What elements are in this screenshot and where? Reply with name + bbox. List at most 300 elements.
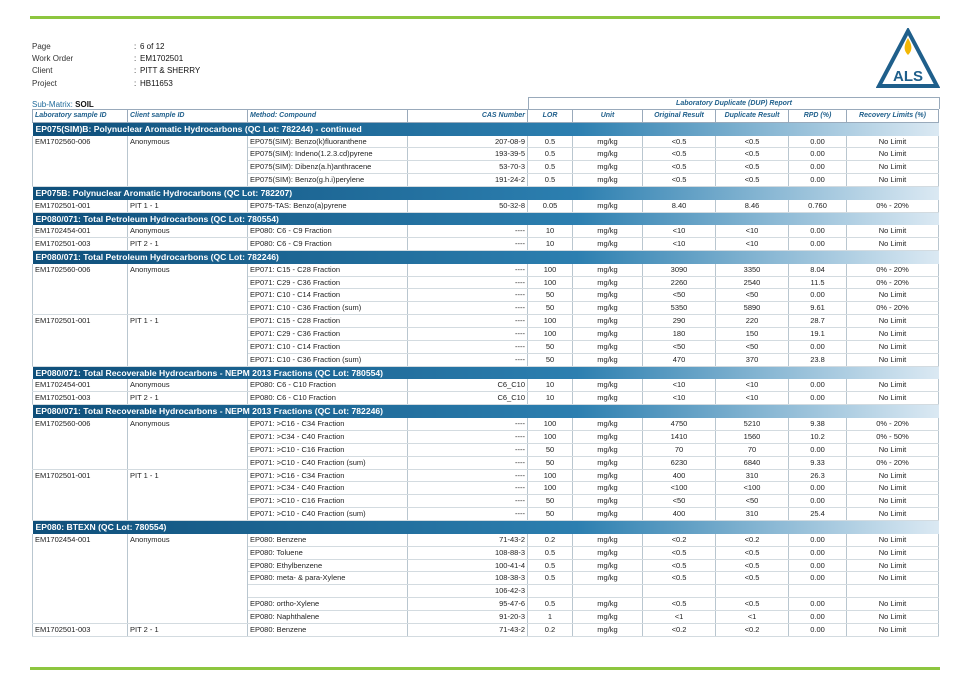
cas-number: ---- <box>408 482 528 495</box>
duplicate-result: <50 <box>716 289 789 302</box>
col-lor: LOR <box>528 110 573 123</box>
header-row <box>32 78 200 90</box>
unit: mg/kg <box>573 624 643 637</box>
header-label: Work Order <box>32 54 74 64</box>
table-row <box>33 225 939 237</box>
table-row <box>33 495 939 508</box>
method-compound: EP080: Toluene <box>248 546 408 559</box>
table-header-row <box>33 110 939 123</box>
duplicate-result: <0.5 <box>716 136 789 148</box>
top-rule <box>30 16 940 19</box>
section-title: EP080: BTEXN (QC Lot: 780554) <box>33 521 939 534</box>
rpd: 28.7 <box>789 315 847 328</box>
recovery-limits: No Limit <box>847 174 939 187</box>
cas-number: ---- <box>408 495 528 508</box>
lab-sample-id <box>33 276 128 289</box>
rpd: 9.61 <box>789 302 847 315</box>
duplicate-result: 310 <box>716 508 789 521</box>
recovery-limits: 0% - 20% <box>847 418 939 430</box>
client-sample-id: Anonymous <box>128 534 248 546</box>
duplicate-results-table <box>32 109 939 637</box>
lor: 100 <box>528 276 573 289</box>
original-result: <0.2 <box>643 534 716 546</box>
duplicate-result: <0.5 <box>716 598 789 611</box>
rpd: 19.1 <box>789 328 847 341</box>
section-title: EP075(SIM)B: Polynuclear Aromatic Hydrocarbons (QC Lot: 782244) - continued <box>33 122 939 135</box>
rpd: 0.00 <box>789 495 847 508</box>
original-result: 180 <box>643 328 716 341</box>
client-sample-id: Anonymous <box>128 136 248 148</box>
flame-icon <box>905 38 912 55</box>
cas-number: 71-43-2 <box>408 534 528 546</box>
sub-matrix-label: Sub-Matrix: <box>32 100 73 109</box>
unit: mg/kg <box>573 546 643 559</box>
duplicate-result: <50 <box>716 495 789 508</box>
client-sample-id <box>128 341 248 354</box>
method-compound: EP080: meta- & para-Xylene <box>248 572 408 585</box>
rpd: 26.3 <box>789 469 847 482</box>
client-sample-id <box>128 353 248 366</box>
recovery-limits: No Limit <box>847 328 939 341</box>
cas-number: ---- <box>408 353 528 366</box>
rpd: 0.00 <box>789 148 847 161</box>
duplicate-result: 370 <box>716 353 789 366</box>
table-row <box>33 174 939 187</box>
method-compound: EP071: C10 - C36 Fraction (sum) <box>248 353 408 366</box>
client-sample-id <box>128 482 248 495</box>
report-header <box>32 41 200 90</box>
table-row <box>33 624 939 637</box>
client-sample-id: Anonymous <box>128 379 248 391</box>
method-compound: EP080: C6 - C10 Fraction <box>248 392 408 405</box>
lab-sample-id: EM1702501-003 <box>33 392 128 405</box>
unit: mg/kg <box>573 200 643 212</box>
original-result: <0.5 <box>643 136 716 148</box>
unit: mg/kg <box>573 289 643 302</box>
lab-sample-id <box>33 546 128 559</box>
header-colon: : <box>134 54 137 64</box>
original-result: <10 <box>643 238 716 251</box>
lab-sample-id: EM1702501-001 <box>33 469 128 482</box>
method-compound: EP075(SIM): Dibenz(a.h)anthracene <box>248 161 408 174</box>
original-result: <50 <box>643 495 716 508</box>
cas-number: C6_C10 <box>408 392 528 405</box>
method-compound: EP071: C10 - C14 Fraction <box>248 289 408 302</box>
duplicate-result: <100 <box>716 482 789 495</box>
duplicate-result: <0.5 <box>716 546 789 559</box>
recovery-limits: No Limit <box>847 611 939 624</box>
method-compound: EP071: >C34 - C40 Fraction <box>248 430 408 443</box>
rpd: 0.00 <box>789 534 847 546</box>
lab-sample-id <box>33 328 128 341</box>
original-result: 470 <box>643 353 716 366</box>
client-sample-id: PIT 2 - 1 <box>128 238 248 251</box>
table-row <box>33 534 939 546</box>
table-row <box>33 302 939 315</box>
cas-number: 193-39-5 <box>408 148 528 161</box>
lab-sample-id <box>33 161 128 174</box>
method-compound: EP071: >C34 - C40 Fraction <box>248 482 408 495</box>
unit: mg/kg <box>573 430 643 443</box>
lab-sample-id <box>33 482 128 495</box>
section-title: EP075B: Polynuclear Aromatic Hydrocarbons (QC Lot: 782207) <box>33 187 939 200</box>
table-row <box>33 598 939 611</box>
duplicate-result: 220 <box>716 315 789 328</box>
lor: 0.5 <box>528 136 573 148</box>
unit: mg/kg <box>573 341 643 354</box>
client-sample-id <box>128 161 248 174</box>
client-sample-id: PIT 1 - 1 <box>128 200 248 212</box>
rpd: 11.5 <box>789 276 847 289</box>
rpd: 0.00 <box>789 225 847 237</box>
client-sample-id <box>128 611 248 624</box>
table-row <box>33 508 939 521</box>
lab-sample-id: EM1702501-003 <box>33 624 128 637</box>
rpd: 0.760 <box>789 200 847 212</box>
header-row <box>32 65 200 77</box>
cas-number: ---- <box>408 328 528 341</box>
duplicate-result: 70 <box>716 443 789 456</box>
recovery-limits: No Limit <box>847 148 939 161</box>
lor: 0.5 <box>528 161 573 174</box>
recovery-limits: No Limit <box>847 598 939 611</box>
table-row <box>33 611 939 624</box>
lab-sample-id: EM1702454-001 <box>33 534 128 546</box>
table-row <box>33 559 939 572</box>
cas-number: 53-70-3 <box>408 161 528 174</box>
lab-sample-id: EM1702454-001 <box>33 225 128 237</box>
unit: mg/kg <box>573 482 643 495</box>
lor: 0.5 <box>528 546 573 559</box>
lab-sample-id <box>33 148 128 161</box>
table-row <box>33 276 939 289</box>
duplicate-result: 2540 <box>716 276 789 289</box>
recovery-limits: No Limit <box>847 469 939 482</box>
original-result: <0.5 <box>643 559 716 572</box>
client-sample-id <box>128 302 248 315</box>
original-result: 400 <box>643 508 716 521</box>
recovery-limits: No Limit <box>847 225 939 237</box>
method-compound: EP071: C29 - C36 Fraction <box>248 328 408 341</box>
cas-number: 100-41-4 <box>408 559 528 572</box>
method-compound: EP080: ortho-Xylene <box>248 598 408 611</box>
recovery-limits: 0% - 20% <box>847 200 939 212</box>
cas-number: ---- <box>408 302 528 315</box>
duplicate-result: 8.46 <box>716 200 789 212</box>
rpd: 0.00 <box>789 174 847 187</box>
table-row <box>33 353 939 366</box>
client-sample-id <box>128 585 248 598</box>
cas-number: ---- <box>408 315 528 328</box>
rpd: 23.8 <box>789 353 847 366</box>
client-sample-id: Anonymous <box>128 264 248 276</box>
lab-sample-id <box>33 456 128 469</box>
unit: mg/kg <box>573 534 643 546</box>
lor: 10 <box>528 238 573 251</box>
cas-number: ---- <box>408 341 528 354</box>
lab-sample-id <box>33 598 128 611</box>
header-value: 6 of 12 <box>140 42 165 51</box>
method-compound: EP071: C10 - C14 Fraction <box>248 341 408 354</box>
table-row <box>33 328 939 341</box>
lor: 0.5 <box>528 572 573 585</box>
unit: mg/kg <box>573 572 643 585</box>
rpd: 0.00 <box>789 482 847 495</box>
duplicate-result: <1 <box>716 611 789 624</box>
section-header-row <box>33 212 939 225</box>
lab-sample-id <box>33 302 128 315</box>
original-result: 8.40 <box>643 200 716 212</box>
unit: mg/kg <box>573 443 643 456</box>
original-result: <0.5 <box>643 546 716 559</box>
rpd: 0.00 <box>789 238 847 251</box>
report-title: Laboratory Duplicate (DUP) Report <box>528 97 940 109</box>
rpd: 9.33 <box>789 456 847 469</box>
duplicate-result <box>716 585 789 598</box>
lor: 0.5 <box>528 598 573 611</box>
lor <box>528 585 573 598</box>
client-sample-id <box>128 508 248 521</box>
client-sample-id <box>128 572 248 585</box>
method-compound: EP080: Naphthalene <box>248 611 408 624</box>
cas-number: 108-88-3 <box>408 546 528 559</box>
cas-number: ---- <box>408 225 528 237</box>
duplicate-result: <10 <box>716 392 789 405</box>
duplicate-result: <0.5 <box>716 174 789 187</box>
recovery-limits: No Limit <box>847 443 939 456</box>
original-result: <10 <box>643 225 716 237</box>
duplicate-result: 150 <box>716 328 789 341</box>
unit: mg/kg <box>573 418 643 430</box>
section-header-row <box>33 366 939 379</box>
table-row <box>33 136 939 148</box>
method-compound: EP071: >C10 - C40 Fraction (sum) <box>248 456 408 469</box>
rpd: 0.00 <box>789 443 847 456</box>
lor: 100 <box>528 315 573 328</box>
original-result: <50 <box>643 341 716 354</box>
cas-number: ---- <box>408 238 528 251</box>
original-result: 5350 <box>643 302 716 315</box>
unit: mg/kg <box>573 148 643 161</box>
table-row <box>33 443 939 456</box>
recovery-limits: 0% - 20% <box>847 456 939 469</box>
cas-number: ---- <box>408 430 528 443</box>
table-row <box>33 289 939 302</box>
unit: mg/kg <box>573 174 643 187</box>
client-sample-id <box>128 456 248 469</box>
table-row <box>33 546 939 559</box>
table-row <box>33 456 939 469</box>
table-row <box>33 418 939 430</box>
duplicate-result: <0.5 <box>716 148 789 161</box>
rpd: 0.00 <box>789 611 847 624</box>
client-sample-id: PIT 2 - 1 <box>128 392 248 405</box>
original-result: <0.5 <box>643 148 716 161</box>
client-sample-id <box>128 443 248 456</box>
duplicate-result: <50 <box>716 341 789 354</box>
unit: mg/kg <box>573 379 643 391</box>
client-sample-id <box>128 546 248 559</box>
client-sample-id <box>128 495 248 508</box>
cas-number: ---- <box>408 418 528 430</box>
cas-number: 95-47-6 <box>408 598 528 611</box>
header-colon: : <box>134 66 137 76</box>
lab-sample-id: EM1702501-003 <box>33 238 128 251</box>
client-sample-id <box>128 559 248 572</box>
unit: mg/kg <box>573 456 643 469</box>
recovery-limits: No Limit <box>847 289 939 302</box>
lor: 0.5 <box>528 148 573 161</box>
section-title: EP080/071: Total Petroleum Hydrocarbons (QC Lot: 782246) <box>33 251 939 264</box>
rpd: 0.00 <box>789 559 847 572</box>
method-compound: EP071: C10 - C36 Fraction (sum) <box>248 302 408 315</box>
recovery-limits: No Limit <box>847 238 939 251</box>
client-sample-id <box>128 289 248 302</box>
recovery-limits: 0% - 50% <box>847 430 939 443</box>
recovery-limits: No Limit <box>847 559 939 572</box>
table-row <box>33 572 939 585</box>
lor: 0.2 <box>528 624 573 637</box>
lor: 100 <box>528 264 573 276</box>
method-compound: EP071: >C16 - C34 Fraction <box>248 418 408 430</box>
recovery-limits: 0% - 20% <box>847 264 939 276</box>
unit: mg/kg <box>573 508 643 521</box>
lab-sample-id <box>33 585 128 598</box>
cas-number: 50-32-8 <box>408 200 528 212</box>
lor: 50 <box>528 302 573 315</box>
lor: 10 <box>528 379 573 391</box>
client-sample-id <box>128 430 248 443</box>
lab-sample-id: EM1702501-001 <box>33 315 128 328</box>
lab-sample-id: EM1702560-006 <box>33 418 128 430</box>
lor: 50 <box>528 443 573 456</box>
header-label: Page <box>32 42 51 51</box>
recovery-limits: No Limit <box>847 392 939 405</box>
duplicate-result: <0.5 <box>716 559 789 572</box>
client-sample-id: Anonymous <box>128 225 248 237</box>
lor: 100 <box>528 430 573 443</box>
recovery-limits: No Limit <box>847 534 939 546</box>
original-result: 3090 <box>643 264 716 276</box>
lor: 50 <box>528 341 573 354</box>
duplicate-result: <10 <box>716 379 789 391</box>
duplicate-result: <0.5 <box>716 572 789 585</box>
unit: mg/kg <box>573 495 643 508</box>
cas-number: ---- <box>408 443 528 456</box>
unit: mg/kg <box>573 302 643 315</box>
col-duplicate: Duplicate Result <box>716 110 789 123</box>
table-row <box>33 264 939 276</box>
lor: 50 <box>528 456 573 469</box>
client-sample-id: Anonymous <box>128 418 248 430</box>
header-row <box>32 41 200 53</box>
table-row <box>33 200 939 212</box>
original-result: <0.5 <box>643 598 716 611</box>
unit: mg/kg <box>573 328 643 341</box>
duplicate-result: 310 <box>716 469 789 482</box>
cas-number: 106-42-3 <box>408 585 528 598</box>
recovery-limits: No Limit <box>847 546 939 559</box>
cas-number: ---- <box>408 508 528 521</box>
cas-number: 108-38-3 <box>408 572 528 585</box>
section-title: EP080/071: Total Recoverable Hydrocarbons - NEPM 2013 Fractions (QC Lot: 782246) <box>33 405 939 418</box>
original-result: <0.5 <box>643 174 716 187</box>
duplicate-result: <10 <box>716 238 789 251</box>
method-compound: EP075(SIM): Benzo(g.h.i)perylene <box>248 174 408 187</box>
recovery-limits: No Limit <box>847 353 939 366</box>
duplicate-result: <0.2 <box>716 624 789 637</box>
cas-number: ---- <box>408 264 528 276</box>
lor: 100 <box>528 328 573 341</box>
lab-sample-id <box>33 611 128 624</box>
table-row <box>33 341 939 354</box>
duplicate-result: 3350 <box>716 264 789 276</box>
lor: 50 <box>528 353 573 366</box>
recovery-limits: 0% - 20% <box>847 302 939 315</box>
method-compound: EP071: >C16 - C34 Fraction <box>248 469 408 482</box>
cas-number: ---- <box>408 456 528 469</box>
rpd <box>789 585 847 598</box>
recovery-limits: No Limit <box>847 572 939 585</box>
lab-sample-id <box>33 353 128 366</box>
section-header-row <box>33 251 939 264</box>
section-header-row <box>33 187 939 200</box>
lor: 1 <box>528 611 573 624</box>
unit: mg/kg <box>573 225 643 237</box>
lab-sample-id <box>33 508 128 521</box>
lor: 0.5 <box>528 559 573 572</box>
lab-sample-id: EM1702560-006 <box>33 136 128 148</box>
lor: 0.05 <box>528 200 573 212</box>
lab-sample-id <box>33 572 128 585</box>
section-header-row <box>33 521 939 534</box>
method-compound: EP071: >C10 - C16 Fraction <box>248 495 408 508</box>
sub-matrix <box>32 100 94 109</box>
col-original: Original Result <box>643 110 716 123</box>
recovery-limits: No Limit <box>847 495 939 508</box>
unit <box>573 585 643 598</box>
header-colon: : <box>134 42 137 51</box>
lor: 0.2 <box>528 534 573 546</box>
lor: 50 <box>528 508 573 521</box>
cas-number: ---- <box>408 276 528 289</box>
client-sample-id <box>128 328 248 341</box>
original-result: 4750 <box>643 418 716 430</box>
method-compound: EP080: Benzene <box>248 534 408 546</box>
lor: 10 <box>528 225 573 237</box>
table-row <box>33 482 939 495</box>
col-recovery: Recovery Limits (%) <box>847 110 939 123</box>
lor: 100 <box>528 469 573 482</box>
unit: mg/kg <box>573 392 643 405</box>
recovery-limits: No Limit <box>847 315 939 328</box>
recovery-limits: No Limit <box>847 379 939 391</box>
method-compound: EP071: C15 - C28 Fraction <box>248 264 408 276</box>
table-row <box>33 430 939 443</box>
method-compound <box>248 585 408 598</box>
table-row <box>33 161 939 174</box>
cas-number: ---- <box>408 469 528 482</box>
unit: mg/kg <box>573 611 643 624</box>
section-title: EP080/071: Total Petroleum Hydrocarbons (QC Lot: 780554) <box>33 212 939 225</box>
unit: mg/kg <box>573 598 643 611</box>
header-value: EM1702501 <box>140 54 184 64</box>
sub-matrix-value: SOIL <box>75 100 94 109</box>
client-sample-id: PIT 1 - 1 <box>128 469 248 482</box>
lab-sample-id <box>33 443 128 456</box>
section-title: EP080/071: Total Recoverable Hydrocarbons - NEPM 2013 Fractions (QC Lot: 780554) <box>33 366 939 379</box>
recovery-limits: No Limit <box>847 341 939 354</box>
